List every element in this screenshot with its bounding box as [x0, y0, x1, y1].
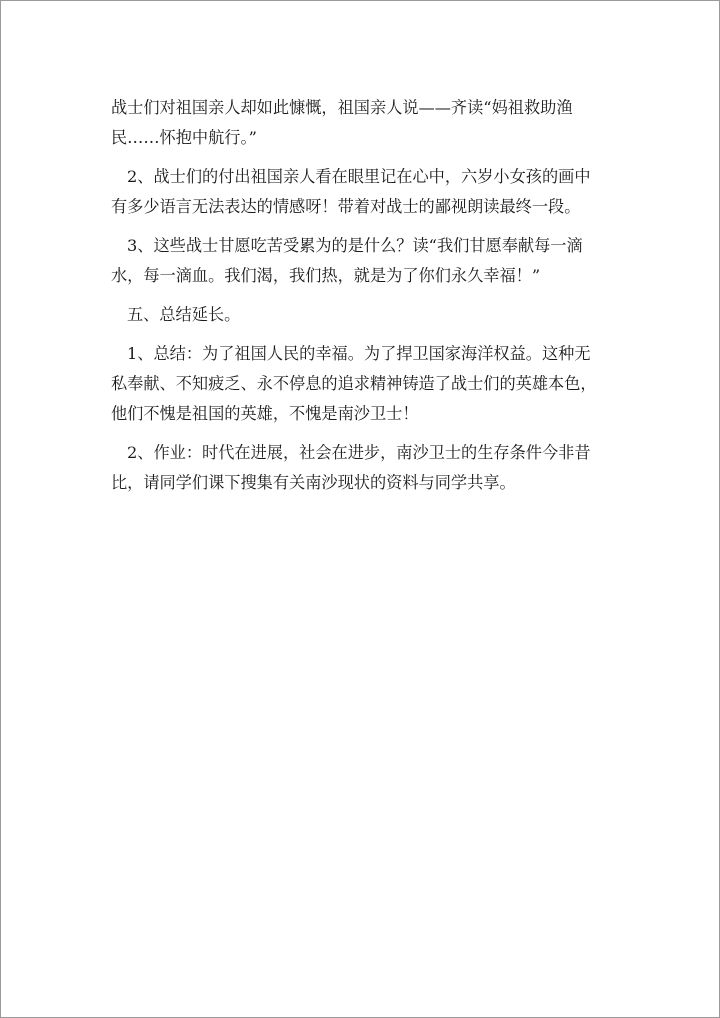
text-line: 比，请同学们课下搜集有关南沙现状的资料与同学共享。 — [111, 473, 516, 492]
text-line: 民……怀抱中航行。” — [111, 128, 257, 147]
text-line: 2、作业：时代在进展，社会在进步，南沙卫士的生存条件今非昔 — [127, 443, 591, 462]
text-line: 五、总结延长。 — [127, 305, 241, 324]
document-body — [111, 93, 611, 507]
text-line: 水，每一滴血。我们渴，我们热，就是为了你们永久幸福！” — [111, 266, 541, 285]
text-line: 他们不愧是祖国的英雄，不愧是南沙卫士！ — [111, 404, 419, 423]
text-line: 1、总结：为了祖国人民的幸福。为了捍卫国家海洋权益。这种无 — [127, 344, 591, 363]
paragraph-2 — [111, 162, 611, 222]
text-line: 战士们对祖国亲人却如此慷慨，祖国亲人说——齐读“妈祖救助渔 — [111, 98, 573, 117]
text-line: 2、战士们的付出祖国亲人看在眼里记在心中，六岁小女孩的画中 — [127, 167, 591, 186]
paragraph-3 — [111, 231, 611, 291]
paragraph-summary — [111, 339, 611, 429]
section-heading — [111, 300, 611, 330]
paragraph-1 — [111, 93, 611, 153]
text-line: 有多少语言无法表达的情感呀！带着对战士的鄙视朗读最终一段。 — [111, 197, 581, 216]
text-line: 3、这些战士甘愿吃苦受累为的是什么？读“我们甘愿奉献每一滴 — [127, 236, 583, 255]
paragraph-homework — [111, 438, 611, 498]
text-line: 私奉献、不知疲乏、永不停息的追求精神铸造了战士们的英雄本色， — [111, 374, 597, 393]
